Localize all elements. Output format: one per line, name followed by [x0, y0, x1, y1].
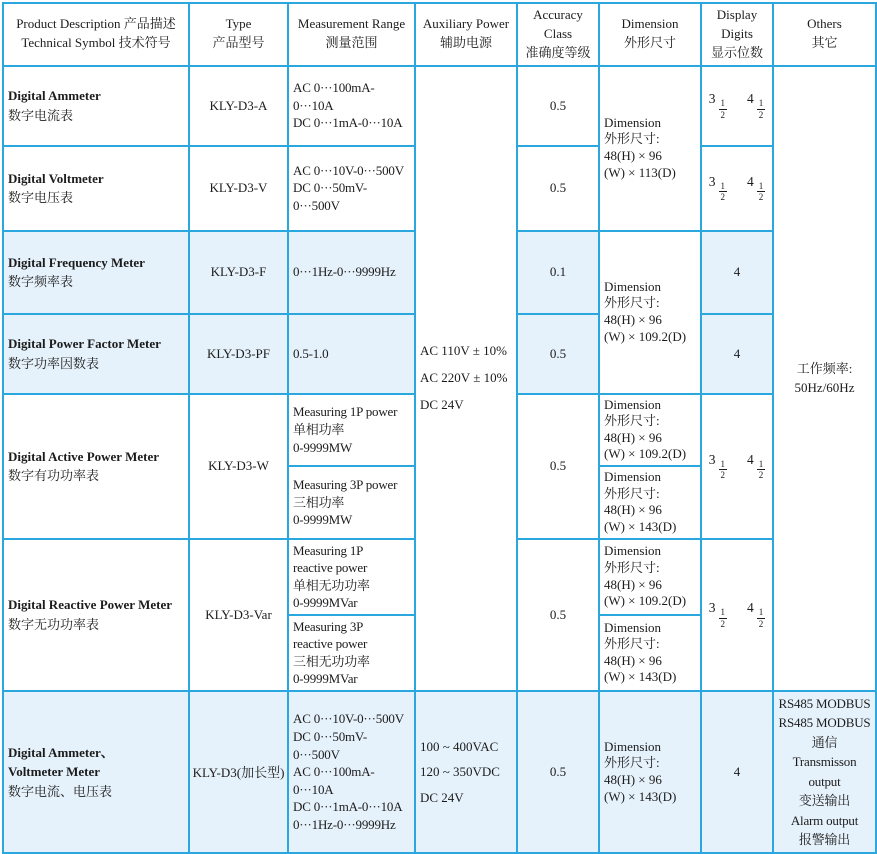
product-name-en: Digital Ammeter、 Voltmeter Meter [8, 744, 114, 780]
cell-reactive-power-range-1p: Measuring 1P reactive power 单相无功功率 0-9999MVar [288, 539, 415, 615]
cell-dimension-143-var3p: Dimension 外形尺寸: 48(H) × 96 (W) × 143(D) [599, 615, 701, 691]
cell-frequency-accuracy: 0.1 [517, 231, 599, 314]
cell-dimension-109-var1p: Dimension 外形尺寸: 48(H) × 96 (W) × 109.2(D) [599, 539, 701, 615]
cell-frequency-name [3, 231, 189, 314]
product-name-cn: 数字频率表 [8, 274, 74, 290]
cell-aux-power-main: AC 110V ± 10% AC 220V ± 10% DC 24V [415, 66, 517, 691]
cell-active-power-range-1p: Measuring 1P power 单相功率 0-9999MW [288, 394, 415, 467]
cell-aux-power-extended: 100 ~ 400VAC 120 ~ 350VDC DC 24V [415, 691, 517, 853]
cell-dimension-143-w3p: Dimension 外形尺寸: 48(H) × 96 (W) × 143(D) [599, 466, 701, 539]
product-name-cn: 数字电压表 [8, 190, 74, 206]
product-name-cn: 数字电流表 [8, 107, 74, 123]
cell-voltmeter-type: KLY-D3-V [189, 146, 288, 231]
display-digits-pair: 3 $\frac{1}{2}$ 4 $\frac{1}{2}$ [708, 91, 764, 120]
display-digits-pair: 3 $\frac{1}{2}$ 4 $\frac{1}{2}$ [708, 451, 764, 481]
header-measurement-range: Measurement Range 测量范围 [288, 3, 415, 66]
header-row [3, 3, 876, 66]
cell-power-factor-accuracy: 0.5 [517, 314, 599, 394]
header-product: Product Description 产品描述 Technical Symbol 技术符号 [3, 3, 189, 66]
cell-dimension-113: Dimension 外形尺寸: 48(H) × 96 (W) × 113(D) [599, 66, 701, 231]
cell-reactive-power-name [3, 539, 189, 691]
header-auxiliary-power: Auxiliary Power 辅助电源 [415, 3, 517, 66]
cell-frequency-type: KLY-D3-F [189, 231, 288, 314]
product-name-en: Digital Power Factor Meter [8, 336, 161, 352]
cell-voltmeter-range: AC 0···10V-0···500V DC 0···50mV-0···500V [288, 146, 415, 231]
cell-reactive-power-accuracy: 0.5 [517, 539, 599, 691]
cell-ammeter-voltmeter-accuracy: 0.5 [517, 691, 599, 853]
product-name-cn: 数字功率因数表 [8, 355, 100, 371]
cell-reactive-power-digits [701, 539, 773, 691]
product-name-en: Digital Voltmeter [8, 170, 104, 186]
cell-frequency-digits: 4 [701, 231, 773, 314]
row-ammeter-voltmeter [3, 691, 876, 853]
cell-power-factor-name [3, 314, 189, 394]
product-name-cn: 数字无功功率表 [8, 616, 100, 632]
product-name-cn: 数字电流、电压表 [8, 783, 113, 799]
product-name-cn: 数字有功功率表 [8, 468, 100, 484]
cell-ammeter-voltmeter-digits: 4 [701, 691, 773, 853]
row-ammeter [3, 66, 876, 146]
cell-reactive-power-type: KLY-D3-Var [189, 539, 288, 691]
cell-dimension-109-w1p: Dimension 外形尺寸: 48(H) × 96 (W) × 109.2(D) [599, 394, 701, 467]
cell-active-power-range-3p: Measuring 3P power 三相功率 0-9999MW [288, 466, 415, 539]
cell-others-main: 工作频率: 50Hz/60Hz [773, 66, 876, 691]
cell-frequency-range: 0···1Hz-0···9999Hz [288, 231, 415, 314]
header-accuracy-class: Accuracy Class 准确度等级 [517, 3, 599, 66]
display-digits-pair: 3 $\frac{1}{2}$ 4 $\frac{1}{2}$ [708, 600, 764, 629]
cell-voltmeter-accuracy: 0.5 [517, 146, 599, 231]
cell-active-power-digits [701, 394, 773, 539]
spec-table [2, 2, 877, 854]
cell-ammeter-name [3, 66, 189, 146]
product-name-en: Digital Active Power Meter [8, 448, 159, 464]
cell-ammeter-type: KLY-D3-A [189, 66, 288, 146]
header-display-digits: Display Digits 显示位数 [701, 3, 773, 66]
cell-active-power-accuracy: 0.5 [517, 394, 599, 539]
product-name-en: Digital Reactive Power Meter [8, 597, 172, 613]
product-name-en: Digital Frequency Meter [8, 254, 145, 270]
cell-others-extended: RS485 MODBUS RS485 MODBUS通信 Transmisson output 变送输出 Alarm output 报警输出 [773, 691, 876, 853]
cell-ammeter-range: AC 0···100mA-0···10A DC 0···1mA-0···10A [288, 66, 415, 146]
cell-ammeter-voltmeter-range: AC 0···10V-0···500V DC 0···50mV-0···500V AC 0···100mA-0···10A DC 0···1mA-0···10A 0···1Hz-0···9999Hz [288, 691, 415, 853]
display-digits-pair: 3 $\frac{1}{2}$ 4 $\frac{1}{2}$ [708, 173, 764, 203]
cell-power-factor-type: KLY-D3-PF [189, 314, 288, 394]
cell-reactive-power-range-3p: Measuring 3P reactive power 三相无功功率 0-9999MVar [288, 615, 415, 691]
cell-ammeter-voltmeter-type: KLY-D3(加长型) [189, 691, 288, 853]
cell-ammeter-digits [701, 66, 773, 146]
header-type: Type 产品型号 [189, 3, 288, 66]
header-dimension: Dimension 外形尺寸 [599, 3, 701, 66]
cell-power-factor-range: 0.5-1.0 [288, 314, 415, 394]
cell-active-power-name [3, 394, 189, 539]
cell-active-power-type: KLY-D3-W [189, 394, 288, 539]
cell-power-factor-digits: 4 [701, 314, 773, 394]
cell-dimension-109-fp: Dimension 外形尺寸: 48(H) × 96 (W) × 109.2(D) [599, 231, 701, 394]
cell-ammeter-voltmeter-name [3, 691, 189, 853]
header-others: Others 其它 [773, 3, 876, 66]
cell-dimension-143-ext: Dimension 外形尺寸: 48(H) × 96 (W) × 143(D) [599, 691, 701, 853]
product-name-en: Digital Ammeter [8, 88, 101, 104]
cell-voltmeter-digits [701, 146, 773, 231]
cell-ammeter-accuracy: 0.5 [517, 66, 599, 146]
cell-voltmeter-name [3, 146, 189, 231]
